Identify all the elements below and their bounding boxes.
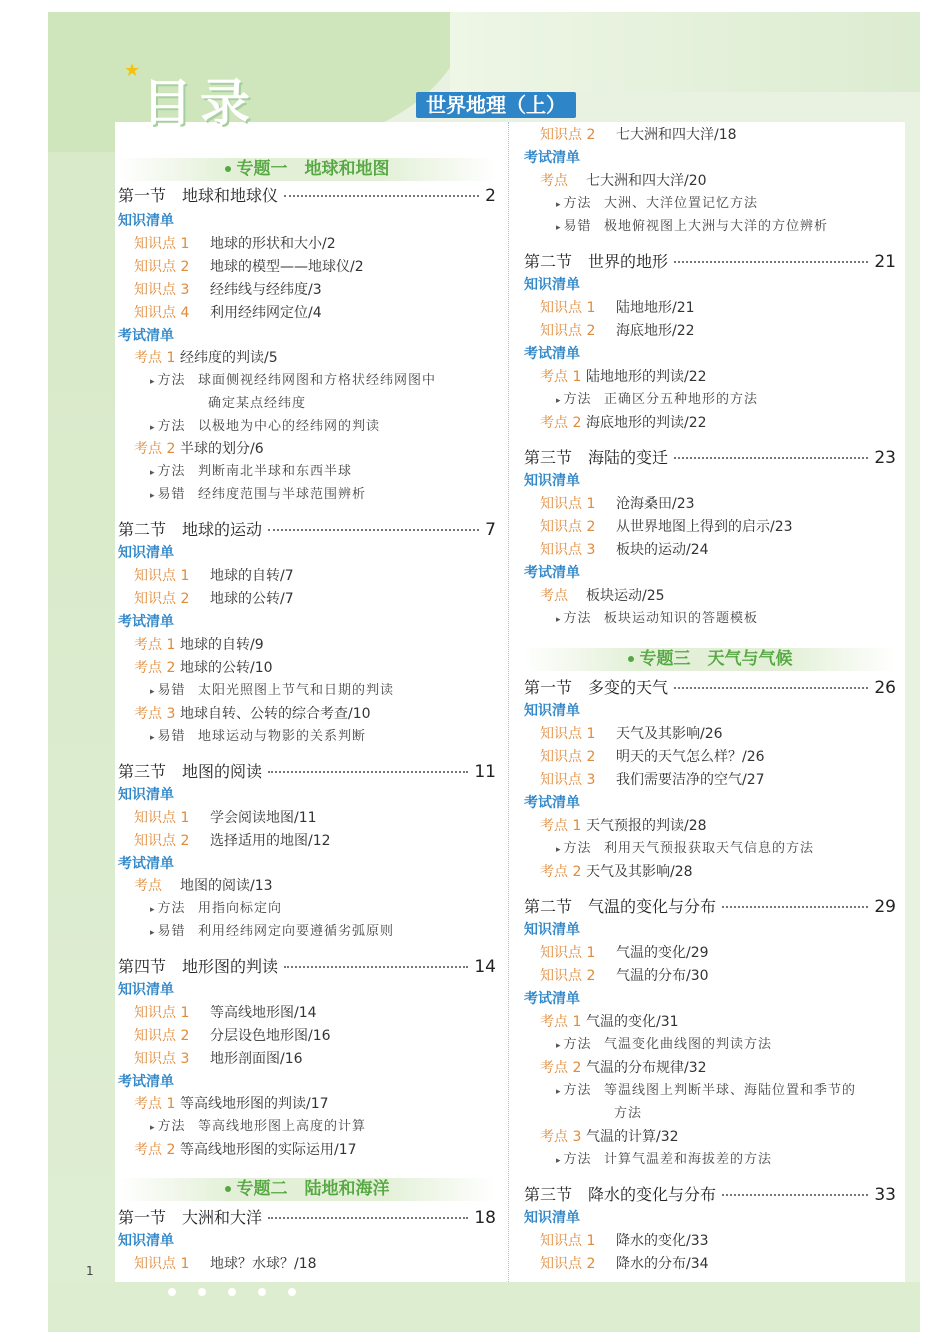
exam-list-heading: 考试清单 — [118, 1074, 174, 1090]
topic-heading: 专题二 陆地和海洋 — [118, 1178, 496, 1201]
toc-entry[interactable]: 知识点 1 等高线地形图/14 — [134, 1005, 317, 1021]
bullet-icon — [225, 166, 231, 172]
toc-section[interactable]: 第二节 地球的运动 7 — [118, 520, 496, 540]
toc-entry[interactable]: 知识点 1 沧海桑田/23 — [540, 496, 695, 512]
knowledge-list-heading: 知识清单 — [524, 922, 580, 938]
bullet-icon — [628, 656, 634, 662]
toc-section[interactable]: 第一节 大洲和大洋 18 — [118, 1208, 496, 1228]
toc-entry[interactable]: 考点 1 陆地地形的判读/22 — [540, 369, 707, 385]
knowledge-list-heading: 知识清单 — [118, 545, 174, 561]
toc-subentry[interactable]: ▸ 方法 判断南北半球和东西半球 — [118, 465, 496, 478]
toc-section[interactable]: 第二节 气温的变化与分布 29 — [524, 897, 896, 917]
toc-section[interactable]: 第三节 地图的阅读 11 — [118, 762, 496, 782]
toc-subentry[interactable]: ▸ 方法 正确区分五种地形的方法 — [524, 393, 896, 406]
toc-entry[interactable]: 知识点 2 气温的分布/30 — [540, 968, 709, 984]
toc-entry[interactable]: 知识点 3 我们需要洁净的空气/27 — [540, 772, 765, 788]
footer-band — [48, 1282, 920, 1332]
toc-subentry-continued: 方法 — [614, 1106, 643, 1121]
toc-subentry[interactable]: ▸ 易错 经纬度范围与半球范围辨析 — [118, 488, 496, 501]
dot-leader — [284, 195, 479, 197]
topic-heading: 专题一 地球和地图 — [118, 158, 496, 181]
toc-entry[interactable]: 考点 七大洲和四大洋/20 — [540, 173, 707, 189]
toc-subentry[interactable]: ▸ 易错 太阳光照图上节气和日期的判读 — [118, 684, 496, 697]
dot-leader — [722, 906, 868, 908]
footer-dots-decor — [168, 1288, 296, 1296]
knowledge-list-heading: 知识清单 — [118, 213, 174, 229]
toc-entry[interactable]: 知识点 1 降水的变化/33 — [540, 1233, 709, 1249]
toc-entry[interactable]: 知识点 2 分层设色地形图/16 — [134, 1028, 331, 1044]
toc-entry[interactable]: 考点 2 天气及其影响/28 — [540, 864, 693, 880]
toc-subentry[interactable]: ▸ 易错 地球运动与物影的关系判断 — [118, 730, 496, 743]
toc-entry[interactable]: 知识点 1 地球的形状和大小/2 — [134, 236, 336, 252]
toc-subentry[interactable]: ▸ 易错 利用经纬网定向要遵循劣弧原则 — [118, 925, 496, 938]
toc-entry[interactable]: 知识点 2 地球的公转/7 — [134, 591, 294, 607]
toc-subentry[interactable]: ▸ 方法 等温线图上判断半球、海陆位置和季节的 — [524, 1084, 896, 1097]
toc-entry[interactable]: 知识点 2 七大洲和四大洋/18 — [540, 127, 737, 143]
toc-section[interactable]: 第一节 地球和地球仪 2 — [118, 186, 496, 206]
toc-entry[interactable]: 考点 1 天气预报的判读/28 — [540, 818, 707, 834]
toc-section[interactable]: 第三节 降水的变化与分布 33 — [524, 1185, 896, 1205]
column-divider — [508, 122, 509, 1282]
knowledge-list-heading: 知识清单 — [524, 277, 580, 293]
toc-subentry[interactable]: ▸ 易错 极地俯视图上大洲与大洋的方位辨析 — [524, 220, 896, 233]
knowledge-list-heading: 知识清单 — [118, 982, 174, 998]
exam-list-heading: 考试清单 — [118, 328, 174, 344]
exam-list-heading: 考试清单 — [118, 856, 174, 872]
toc-entry[interactable]: 知识点 3 地形剖面图/16 — [134, 1051, 303, 1067]
toc-entry[interactable]: 知识点 1 天气及其影响/26 — [540, 726, 723, 742]
toc-entry[interactable]: 考点 板块运动/25 — [540, 588, 665, 604]
exam-list-heading: 考试清单 — [524, 565, 580, 581]
toc-entry[interactable]: 知识点 2 明天的天气怎么样？/26 — [540, 749, 765, 765]
toc-subentry[interactable]: ▸ 方法 用指向标定向 — [118, 902, 496, 915]
toc-entry[interactable]: 考点 1 地球的自转/9 — [134, 637, 264, 653]
toc-entry[interactable]: 知识点 4 利用经纬网定位/4 — [134, 305, 322, 321]
toc-subentry[interactable]: ▸ 方法 等高线地形图上高度的计算 — [118, 1120, 496, 1133]
toc-entry[interactable]: 知识点 2 海底地形/22 — [540, 323, 695, 339]
exam-list-heading: 考试清单 — [524, 991, 580, 1007]
knowledge-list-heading: 知识清单 — [118, 1233, 174, 1249]
toc-entry[interactable]: 考点 2 气温的分布规律/32 — [540, 1060, 707, 1076]
toc-section[interactable]: 第二节 世界的地形 21 — [524, 252, 896, 272]
toc-subentry[interactable]: ▸ 方法 大洲、大洋位置记忆方法 — [524, 197, 896, 210]
knowledge-list-heading: 知识清单 — [524, 473, 580, 489]
toc-subentry[interactable]: ▸ 方法 板块运动知识的答题模板 — [524, 612, 896, 625]
toc-entry[interactable]: 考点 2 地球的公转/10 — [134, 660, 273, 676]
dot-leader — [284, 966, 468, 968]
toc-subentry[interactable]: ▸ 方法 以极地为中心的经纬网的判读 — [118, 420, 496, 433]
left-decor-band — [48, 12, 118, 1332]
toc-entry[interactable]: 考点 3 气温的计算/32 — [540, 1129, 679, 1145]
toc-entry[interactable]: 知识点 1 气温的变化/29 — [540, 945, 709, 961]
toc-entry[interactable]: 知识点 2 选择适用的地图/12 — [134, 833, 331, 849]
toc-entry[interactable]: 知识点 2 降水的分布/34 — [540, 1256, 709, 1272]
toc-entry[interactable]: 考点 2 半球的划分/6 — [134, 441, 264, 457]
toc-entry[interactable]: 知识点 2 地球的模型——地球仪/2 — [134, 259, 364, 275]
toc-entry[interactable]: 知识点 1 地球？水球？/18 — [134, 1256, 317, 1272]
page-title: 目录 — [142, 74, 258, 132]
toc-entry[interactable]: 考点 3 地球自转、公转的综合考查/10 — [134, 706, 371, 722]
header-right-decor — [450, 12, 920, 92]
exam-list-heading: 考试清单 — [118, 614, 174, 630]
toc-subentry[interactable]: ▸ 方法 利用天气预报获取天气信息的方法 — [524, 842, 896, 855]
dot-leader — [268, 529, 479, 531]
dot-leader — [268, 1217, 468, 1219]
knowledge-list-heading: 知识清单 — [118, 787, 174, 803]
toc-subentry-continued: 确定某点经纬度 — [208, 396, 307, 411]
toc-entry[interactable]: 知识点 3 板块的运动/24 — [540, 542, 709, 558]
exam-list-heading: 考试清单 — [524, 795, 580, 811]
toc-entry[interactable]: 考点 2 海底地形的判读/22 — [540, 415, 707, 431]
toc-entry[interactable]: 考点 2 等高线地形图的实际运用/17 — [134, 1142, 357, 1158]
knowledge-list-heading: 知识清单 — [524, 1210, 580, 1226]
toc-entry[interactable]: 知识点 3 经纬线与经纬度/3 — [134, 282, 322, 298]
knowledge-list-heading: 知识清单 — [524, 703, 580, 719]
dot-leader — [674, 687, 868, 689]
exam-list-heading: 考试清单 — [524, 346, 580, 362]
toc-section[interactable]: 第四节 地形图的判读 14 — [118, 957, 496, 977]
dot-leader — [674, 261, 868, 263]
page-number: 1 — [86, 1264, 94, 1278]
toc-entry[interactable]: 考点 1 经纬度的判读/5 — [134, 350, 278, 366]
star-icon: ★ — [124, 60, 141, 81]
toc-subentry[interactable]: ▸ 方法 球面侧视经纬网图和方格状经纬网图中 — [118, 374, 496, 387]
toc-entry[interactable]: 考点 1 等高线地形图的判读/17 — [134, 1096, 329, 1112]
toc-entry[interactable]: 知识点 1 陆地地形/21 — [540, 300, 695, 316]
bullet-icon — [225, 1186, 231, 1192]
dot-leader — [722, 1194, 868, 1196]
dot-leader — [674, 457, 868, 459]
book-title: 世界地理（上） — [416, 92, 576, 118]
dot-leader — [268, 771, 468, 773]
toc-entry[interactable]: 考点 地图的阅读/13 — [134, 878, 273, 894]
toc-entry[interactable]: 知识点 1 学会阅读地图/11 — [134, 810, 317, 826]
toc-subentry[interactable]: ▸ 方法 气温变化曲线图的判读方法 — [524, 1038, 896, 1051]
toc-entry[interactable]: 考点 1 气温的变化/31 — [540, 1014, 679, 1030]
exam-list-heading: 考试清单 — [524, 150, 580, 166]
toc-entry[interactable]: 知识点 1 地球的自转/7 — [134, 568, 294, 584]
toc-section[interactable]: 第一节 多变的天气 26 — [524, 678, 896, 698]
topic-heading: 专题三 天气与气候 — [524, 648, 896, 671]
toc-section[interactable]: 第三节 海陆的变迁 23 — [524, 448, 896, 468]
toc-subentry[interactable]: ▸ 方法 计算气温差和海拔差的方法 — [524, 1153, 896, 1166]
toc-entry[interactable]: 知识点 2 从世界地图上得到的启示/23 — [540, 519, 793, 535]
